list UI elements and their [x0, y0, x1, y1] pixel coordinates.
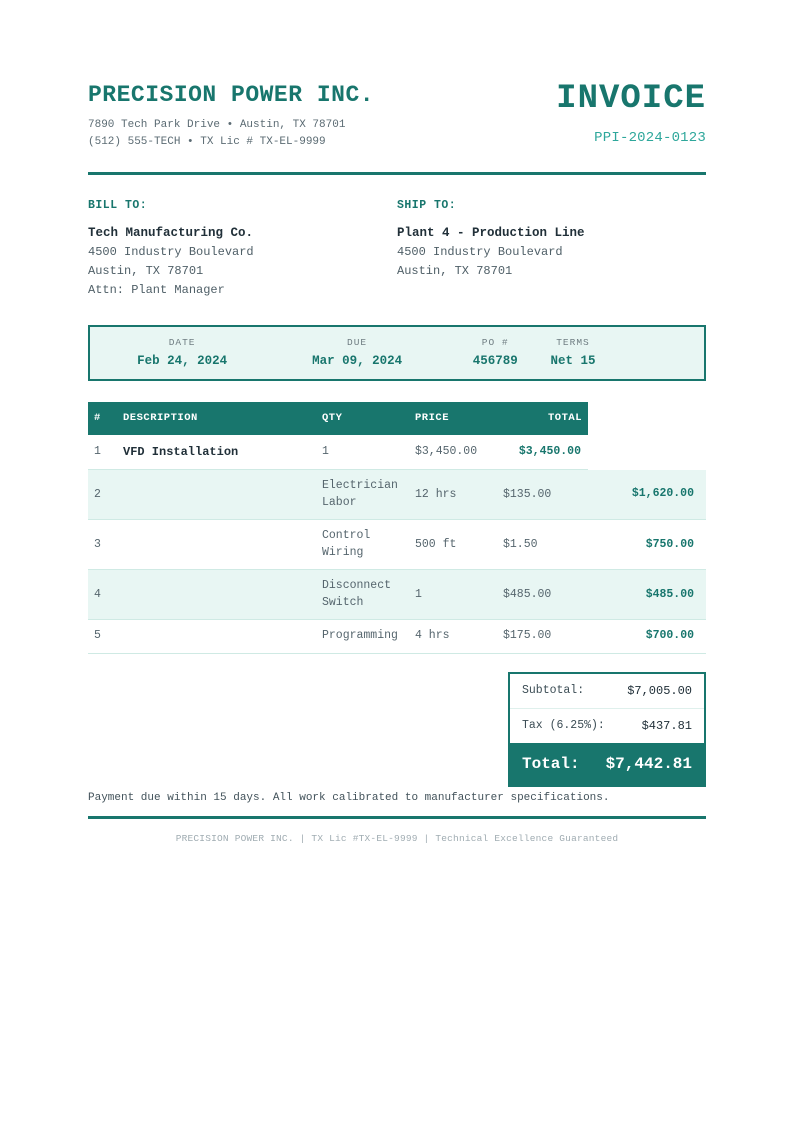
item-number-cell: 2	[88, 470, 117, 520]
item-number-cell: 4	[88, 570, 117, 620]
header-divider	[88, 172, 706, 175]
item-number-cell: 1	[88, 435, 117, 470]
col-header-qty: QTY	[316, 402, 409, 435]
footer-divider	[88, 816, 706, 819]
ship-to-label: SHIP TO:	[397, 199, 457, 213]
parties-section	[88, 199, 706, 300]
bill-to-name: Tech Manufacturing Co.	[88, 226, 254, 241]
company-address-line1: 7890 Tech Park Drive • Austin, TX 78701	[88, 119, 346, 132]
grand-total-row	[510, 743, 704, 785]
invoice-title-block	[556, 82, 706, 146]
item-spacer-cell	[588, 435, 706, 470]
ship-to-lines	[397, 243, 706, 281]
bill-to-line: Attn: Plant Manager	[88, 283, 225, 298]
grand-total-label: Total:	[522, 754, 580, 773]
item-total-cell: $750.00	[588, 520, 706, 570]
meta-value: Net 15	[550, 354, 596, 369]
ship-to-block	[397, 199, 706, 300]
item-name-cell: Electrician Labor	[316, 470, 409, 520]
grand-total-value: $7,442.81	[605, 754, 692, 773]
item-row	[88, 520, 706, 570]
item-total-cell: $1,620.00	[588, 470, 706, 520]
item-qty-cell: 1	[316, 435, 409, 470]
item-description-cell: VFD Installation	[117, 435, 316, 470]
company-address-line2: (512) 555-TECH • TX Lic # TX-EL-9999	[88, 135, 326, 148]
meta-label: DATE	[168, 337, 196, 349]
meta-column	[440, 337, 551, 368]
invoice-meta-bar	[88, 325, 706, 381]
item-total-cell: $3,450.00	[497, 435, 588, 470]
page-footer: PRECISION POWER INC. | TX Lic #TX-EL-9999 | Technical Excellence Guaranteed	[175, 832, 619, 844]
ship-to-line: Austin, TX 78701	[397, 264, 513, 279]
item-description-empty-cell	[117, 520, 316, 570]
item-qty-cell: 1	[409, 570, 497, 620]
item-description-empty-cell	[117, 620, 316, 654]
item-price-cell: $485.00	[497, 570, 588, 620]
item-number-cell: 3	[88, 520, 117, 570]
item-description-empty-cell	[117, 570, 316, 620]
col-header-num: #	[88, 402, 117, 435]
tax-row	[510, 709, 704, 743]
invoice-header	[88, 82, 706, 150]
tax-value: $437.81	[641, 718, 692, 733]
item-description-empty-cell	[117, 470, 316, 520]
invoice-title: INVOICE	[556, 80, 706, 118]
invoice-number: PPI-2024-0123	[594, 130, 706, 146]
item-row	[88, 620, 706, 654]
meta-label: PO #	[481, 337, 509, 349]
col-header-description: DESCRIPTION	[117, 402, 316, 435]
item-name-cell: Programming	[316, 620, 409, 654]
bill-to-line: 4500 Industry Boulevard	[88, 245, 254, 260]
item-total-cell: $485.00	[588, 570, 706, 620]
meta-column	[550, 337, 595, 368]
bill-to-line: Austin, TX 78701	[88, 264, 204, 279]
meta-value: Feb 24, 2024	[137, 354, 228, 369]
items-header-row	[88, 402, 706, 435]
item-name-cell: Disconnect Switch	[316, 570, 409, 620]
meta-value: 456789	[472, 354, 518, 369]
meta-column	[90, 337, 274, 368]
totals-box	[508, 672, 706, 787]
subtotal-value: $7,005.00	[627, 683, 692, 698]
item-qty-cell: 500 ft	[409, 520, 497, 570]
company-address	[88, 117, 374, 150]
col-header-total: TOTAL	[497, 402, 588, 435]
subtotal-label: Subtotal:	[522, 684, 585, 698]
tax-label: Tax (6.25%):	[522, 719, 605, 733]
item-price-cell: $135.00	[497, 470, 588, 520]
item-name-cell: Control Wiring	[316, 520, 409, 570]
company-name: PRECISION POWER INC.	[88, 82, 375, 108]
ship-to-name: Plant 4 - Production Line	[397, 226, 585, 241]
item-row	[88, 570, 706, 620]
col-header-spacer	[588, 402, 706, 435]
subtotal-row	[510, 674, 704, 709]
col-header-price: PRICE	[409, 402, 497, 435]
item-price-cell: $3,450.00	[409, 435, 497, 470]
meta-label: DUE	[347, 337, 368, 349]
company-block	[88, 82, 374, 150]
bill-to-block	[88, 199, 397, 300]
item-total-cell: $700.00	[588, 620, 706, 654]
payment-note: Payment due within 15 days. All work calibrated to manufacturer specifications.	[88, 791, 610, 804]
item-qty-cell: 12 hrs	[409, 470, 497, 520]
item-row	[88, 435, 706, 470]
item-price-cell: $1.50	[497, 520, 588, 570]
item-qty-cell: 4 hrs	[409, 620, 497, 654]
meta-value: Mar 09, 2024	[312, 354, 403, 369]
ship-to-line: 4500 Industry Boulevard	[397, 245, 563, 260]
items-table	[88, 402, 706, 654]
item-price-cell: $175.00	[497, 620, 588, 654]
item-row	[88, 470, 706, 520]
meta-column	[274, 337, 440, 368]
meta-label: TERMS	[556, 337, 590, 349]
bill-to-label: BILL TO:	[88, 199, 148, 213]
item-number-cell: 5	[88, 620, 117, 654]
bill-to-lines	[88, 243, 397, 300]
